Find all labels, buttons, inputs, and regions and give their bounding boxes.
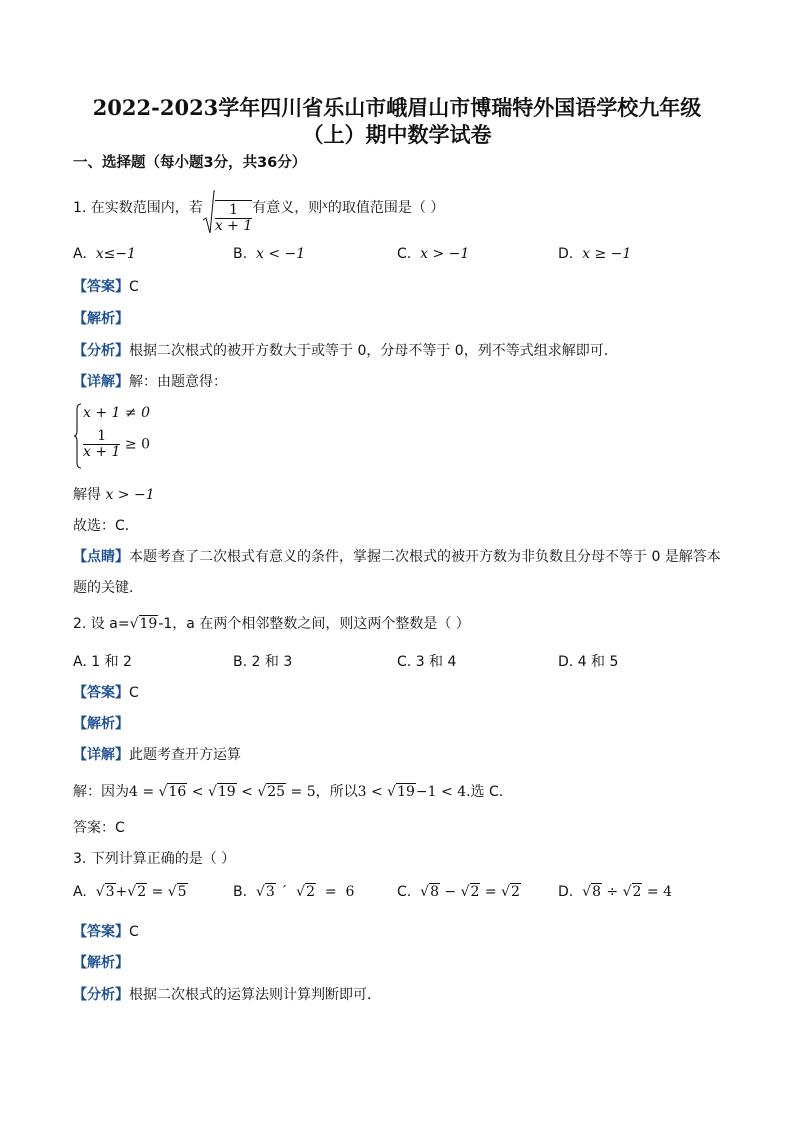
system-row-2: $\frac{1}{x + 1}$ ≥ 0 — [83, 428, 150, 460]
q1-prefix: 1. 在实数范围内，若 — [73, 200, 203, 216]
q3-answer: 【答案】C — [73, 924, 139, 940]
q1-option-b: B. x < −1 — [233, 246, 306, 262]
q1-fenxi: 【分析】根据二次根式的被开方数大于或等于 0，分母不等于 0，列不等式组求解即可． — [73, 343, 618, 359]
q2-answer-2: 答案：C — [73, 820, 125, 836]
q1-dianjing-1: 【点睛】本题考查了二次根式有意义的条件，掌握二次根式的被开方数为非负数且分母不等于 0 是解答本 — [73, 549, 721, 565]
q2-analysis-tag: 【解析】 — [73, 716, 129, 732]
q1-suffix-a: 有意义，则 — [252, 200, 323, 216]
q1-option-a: A. x≤−1 — [73, 246, 136, 262]
page-title-line2: （上）期中数学试卷 — [302, 122, 492, 147]
q3-fenxi: 【分析】根据二次根式的运算法则计算判断即可． — [73, 987, 381, 1003]
q2-option-d: D. 4 和 5 — [558, 654, 619, 670]
left-brace-icon — [73, 403, 83, 469]
q2-answer: 【答案】C — [73, 685, 139, 701]
q2-detail: 【详解】此题考查开方运算 — [73, 747, 241, 763]
section-heading: 一、选择题（每小题3分，共36分） — [73, 155, 307, 171]
q1-solve: 解得 x > −1 — [73, 487, 155, 503]
q3-option-d: D. √8 ÷ √2 = 4 — [558, 884, 673, 900]
q2-option-c: C. 3 和 4 — [397, 654, 457, 670]
q2-solution: 解：因为4 = √16 < √19 < √25 = 5，所以3 < √19−1 < 4.选 C. — [73, 784, 504, 800]
q3-option-c: C. √8 − √2 = √2 — [397, 884, 520, 900]
q1-dianjing-2: 题的关键． — [73, 580, 143, 596]
q1-option-d: D. x ≥ −1 — [558, 246, 632, 262]
q1-frac-den: x + 1 — [214, 218, 253, 234]
q3-option-b: B. √3 ´ √2 = 6 — [233, 884, 355, 900]
question-3-stem: 3. 下列计算正确的是（ ） — [73, 851, 236, 867]
q1-option-c: C. x > −1 — [397, 246, 470, 262]
q3-analysis-tag: 【解析】 — [73, 955, 129, 971]
question-2-stem: 2. 设 a=√19-1，a 在两个相邻整数之间，则这两个整数是（ ） — [73, 616, 470, 632]
radical-fraction — [203, 190, 252, 234]
q2-option-b: B. 2 和 3 — [233, 654, 293, 670]
inequality-system — [73, 403, 193, 469]
question-1-stem — [73, 190, 444, 234]
q2-option-a: A. 1 和 2 — [73, 654, 132, 670]
radical-sign-icon — [203, 190, 215, 234]
q1-analysis-tag: 【解析】 — [73, 311, 129, 327]
q1-detail: 【详解】解：由题意得： — [73, 374, 227, 390]
system-row-1: x + 1 ≠ 0 — [83, 405, 150, 421]
q1-suffix-b: 的取值范围是（ ） — [327, 200, 445, 216]
q1-choose: 故选：C． — [73, 518, 139, 534]
page-title-line1: 2022-2023学年四川省乐山市峨眉山市博瑞特外国语学校九年级 — [92, 95, 702, 120]
q1-frac-num: 1 — [215, 203, 252, 219]
q1-var: x — [322, 200, 328, 211]
q3-option-a: A. √3+√2 = √5 — [73, 884, 187, 900]
q1-answer: 【答案】C — [73, 279, 139, 295]
